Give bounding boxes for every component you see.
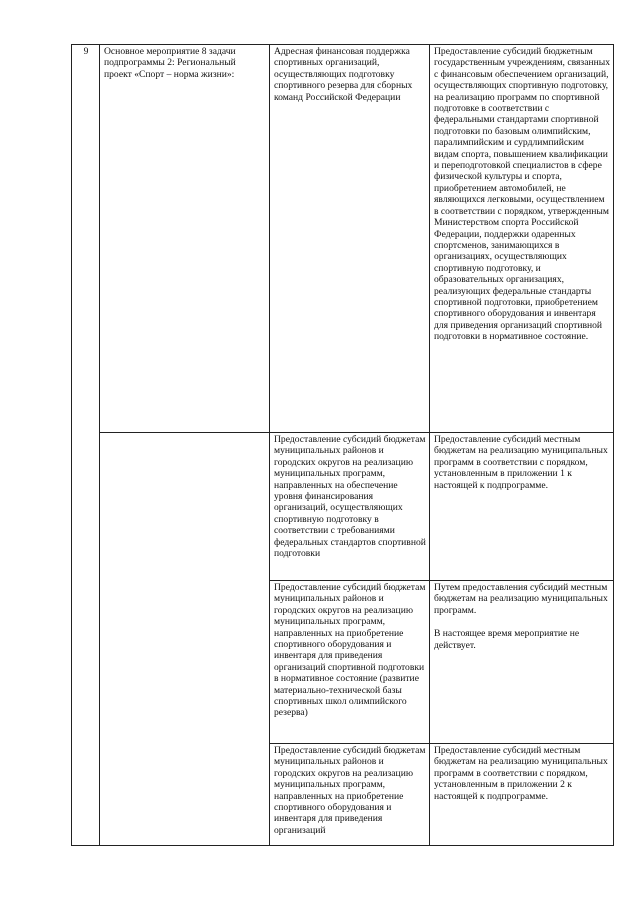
program-table	[71, 44, 614, 846]
description-text: Путем предоставления субсидий местным бюджетам на реализацию муниципальных программ.	[434, 582, 608, 616]
table-row	[72, 433, 614, 581]
description-text: Предоставление субсидий местным бюджетам на реализацию муниципальных программ в соответствии с порядком, установленным в приложении 1 к настоящей к подпрограмме.	[434, 434, 608, 491]
description-cell	[430, 744, 614, 846]
empty-cell	[100, 433, 270, 846]
row-number: 9	[72, 45, 100, 846]
description-cell	[430, 581, 614, 744]
description-text: В настоящее время мероприятие не действует.	[434, 628, 580, 651]
measure-cell: Предоставление субсидий бюджетам муниципальных районов и городских округов на реализацию муниципальных программ, направленных на приобретение спортивного оборудования и инвентаря для приведения организаций спортивной подготовки в нормативное состояние (развитие материально-технической базы спортивных школ олимпийского резерва)	[270, 581, 430, 744]
event-name: Основное мероприятие 8 задачи подпрограммы 2: Региональный проект «Спорт – норма жизни»:	[100, 45, 270, 433]
measure-cell: Предоставление субсидий бюджетам муниципальных районов и городских округов на реализацию муниципальных программ, направленных на приобретение спортивного оборудования и инвентаря для приведения организаций	[270, 744, 430, 846]
measure-cell: Адресная финансовая поддержка спортивных организаций, осуществляющих подготовку спортивного резерва для сборных команд Российской Федерации	[270, 45, 430, 433]
description-cell	[430, 433, 614, 581]
description-cell	[430, 45, 614, 433]
description-text: Предоставление субсидий местным бюджетам на реализацию муниципальных программ в соответствии с порядком, установленным в приложении 2 к настоящей к подпрограмме.	[434, 745, 608, 802]
measure-cell: Предоставление субсидий бюджетам муниципальных районов и городских округов на реализацию муниципальных программ, направленных на обеспечение уровня финансирования организаций, осуществляющих спортивную подготовку в соответствии с требованиями федеральных стандартов спортивной подготовки	[270, 433, 430, 581]
description-text: Предоставление субсидий бюджетным государственным учреждениям, связанных с финансовым обеспечением организаций, осуществляющих спортивную подготовку, на реализацию программ по спортивной подготовке в соответствии с федеральными стандартами спортивной подготовки по базовым олимпийским, паралимпийским и сурдлимпийским видам спорта, повышением квалификации и переподготовкой специалистов в сфере физической культуры и спорта, приобретением автомобилей, не являющихся легковыми, осуществлением в соответствии с порядком, утвержденным Министерством спорта Российской Федерации, поддержки одаренных спортсменов, занимающихся в организациях, осуществляющих спортивную подготовку, и образовательных организациях, реализующих федеральные стандарты спортивной подготовки, приобретением спортивного оборудования и инвентаря для приведения организаций спортивной подготовки в нормативное состояние.	[434, 46, 610, 343]
table-row	[72, 45, 614, 433]
